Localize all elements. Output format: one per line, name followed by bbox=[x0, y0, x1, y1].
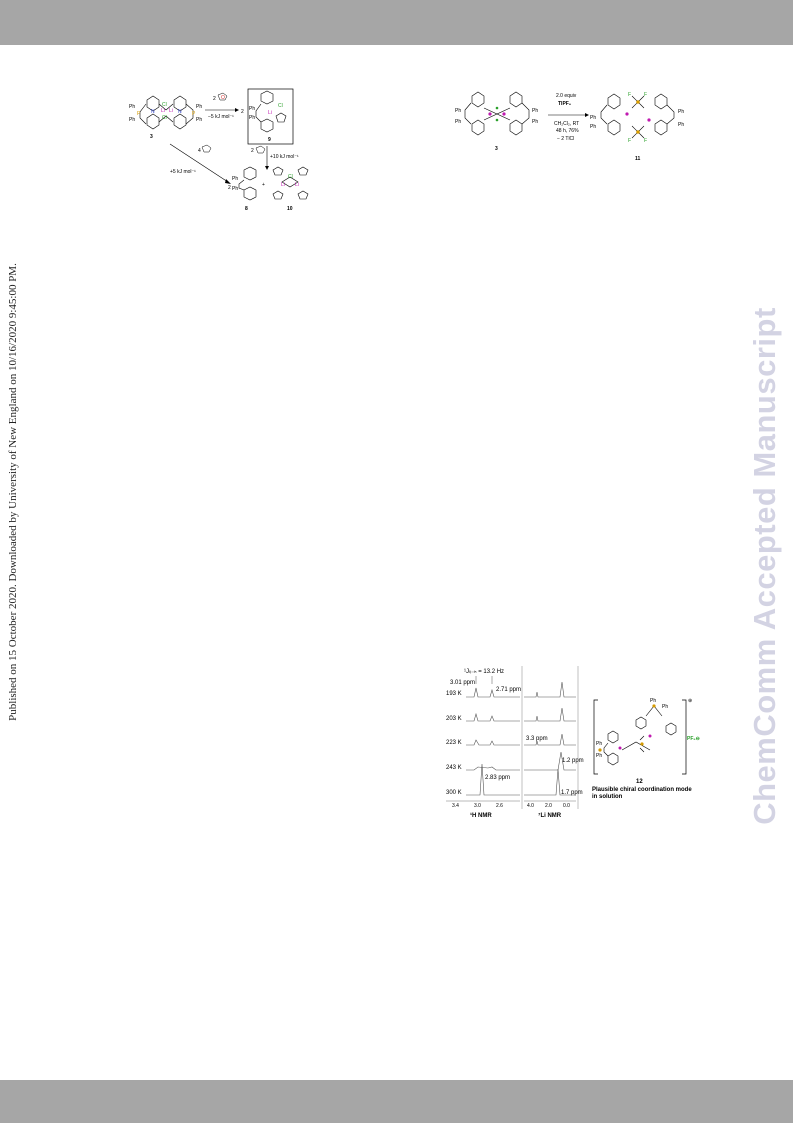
energy-label: +5 kJ mol⁻¹ bbox=[170, 169, 196, 175]
chlorine-label: Cl bbox=[278, 103, 283, 109]
watermark-text: ChemComm Accepted Manuscript bbox=[747, 307, 782, 825]
h-nmr-trace bbox=[466, 740, 520, 745]
coefficient: 2 bbox=[241, 109, 244, 115]
ph-label: Ph bbox=[129, 104, 136, 110]
compound-3-label: 3 bbox=[150, 134, 153, 140]
temperature-label: 223 K bbox=[446, 740, 462, 746]
top-header-band bbox=[0, 0, 793, 45]
chemical-shift-label: 3.01 ppm bbox=[450, 680, 476, 686]
publication-stamp-text: Published on 15 October 2020. Downloaded by University of New England on 10/16/2020 9:45:00 PM. bbox=[7, 263, 19, 721]
chemical-shift-label: 2.71 ppm bbox=[496, 687, 522, 693]
condition-reagent: TlPF₆ bbox=[558, 101, 572, 107]
phosphorus-label: P bbox=[137, 111, 141, 117]
condition-text: CH₂Cl₂, RT bbox=[554, 121, 580, 127]
compound-9-label: 9 bbox=[268, 137, 271, 143]
arrow-reagent-count: 2 bbox=[213, 96, 216, 102]
oxygen-label: O bbox=[221, 95, 225, 101]
lithium-label: Li bbox=[169, 108, 173, 114]
nmr-figure-svg bbox=[440, 664, 710, 822]
axis-tick: 2.0 bbox=[545, 803, 552, 809]
scheme-left bbox=[110, 86, 320, 218]
axis-tick: 3.0 bbox=[474, 803, 481, 809]
axis-label: ⁷Li NMR bbox=[538, 813, 562, 819]
temperature-label: 193 K bbox=[446, 691, 462, 697]
ph-label: Ph bbox=[249, 106, 256, 112]
phosphorus-label: P bbox=[192, 111, 196, 117]
lithium-label: Li bbox=[268, 110, 272, 116]
ph-label: Ph bbox=[249, 115, 256, 121]
ph-label: Ph bbox=[650, 698, 657, 704]
chlorine-label: Cl bbox=[162, 102, 167, 108]
ph-label: Ph bbox=[596, 753, 603, 759]
condition-text: 48 h, 76% bbox=[556, 128, 579, 134]
ph-label: Ph bbox=[196, 117, 203, 123]
ph-label: Ph bbox=[678, 109, 685, 115]
chemical-shift-label: 1.2 ppm bbox=[562, 758, 584, 764]
arrow-reagent-count: 2 bbox=[251, 148, 254, 154]
chlorine-label: Cl bbox=[162, 115, 167, 121]
ph-label: Ph bbox=[662, 704, 669, 710]
ph-label: Ph bbox=[232, 176, 239, 182]
plus-sign: + bbox=[262, 182, 265, 188]
arrow-reagent-count: 4 bbox=[198, 148, 201, 154]
energy-label: +10 kJ mol⁻¹ bbox=[270, 154, 299, 160]
axis-tick: 4.0 bbox=[527, 803, 534, 809]
scheme-right-svg bbox=[452, 86, 702, 170]
nitrogen-label: N bbox=[178, 109, 182, 115]
lithium-label: Li bbox=[295, 182, 299, 188]
chemical-shift-label: 1.7 ppm bbox=[561, 790, 583, 796]
coupling-constant: ¹Jₗᵢ₋ₕ = 13.2 Hz bbox=[464, 669, 505, 675]
energy-label: −5 kJ mol⁻¹ bbox=[208, 114, 234, 120]
chemical-shift-label: 3.3 ppm bbox=[526, 736, 548, 742]
chlorine-label: Cl bbox=[288, 174, 293, 180]
ph-label: Ph bbox=[532, 119, 539, 125]
h-nmr-trace bbox=[466, 714, 520, 721]
axis-tick: 3.4 bbox=[452, 803, 459, 809]
figure-caption: Plausible chiral coordination mode bbox=[592, 787, 692, 793]
axis-label: ¹H NMR bbox=[470, 813, 492, 819]
lithium-label: Li bbox=[281, 182, 285, 188]
li-nmr-trace bbox=[524, 708, 576, 721]
li-nmr-trace bbox=[524, 682, 576, 697]
compound-11-label: 11 bbox=[635, 156, 641, 162]
ph-label: Ph bbox=[232, 186, 239, 192]
charge-label: ⊕ bbox=[688, 698, 693, 704]
anion-label: PF₆⊖ bbox=[687, 736, 700, 742]
fluorine-label: F bbox=[644, 92, 648, 98]
axis-tick: 2.6 bbox=[496, 803, 503, 809]
ph-label: Ph bbox=[590, 124, 597, 130]
fluorine-label: F bbox=[644, 138, 648, 144]
compound-8-label: 8 bbox=[245, 206, 248, 212]
condition-text: − 2 TlCl bbox=[557, 136, 575, 142]
fluorine-label: F bbox=[628, 138, 632, 144]
fluorine-label: F bbox=[628, 92, 632, 98]
ph-label: Ph bbox=[596, 741, 603, 747]
temperature-label: 300 K bbox=[446, 790, 462, 796]
ph-label: Ph bbox=[455, 119, 462, 125]
nitrogen-label: N bbox=[151, 109, 155, 115]
scheme-left-svg bbox=[110, 86, 320, 218]
ph-label: Ph bbox=[532, 108, 539, 114]
ph-label: Ph bbox=[129, 117, 136, 123]
lithium-label: Li bbox=[161, 108, 165, 114]
compound-3-label: 3 bbox=[495, 146, 498, 152]
condition-text: 2.0 equiv bbox=[556, 93, 577, 99]
ph-label: Ph bbox=[196, 104, 203, 110]
h-nmr-trace bbox=[466, 767, 520, 770]
compound-10-label: 10 bbox=[287, 206, 293, 212]
figure-caption: in solution bbox=[592, 794, 623, 800]
axis-tick: 0.0 bbox=[563, 803, 570, 809]
scheme-right bbox=[452, 86, 702, 170]
ph-label: Ph bbox=[678, 122, 685, 128]
ph-label: Ph bbox=[455, 108, 462, 114]
temperature-label: 243 K bbox=[446, 765, 462, 771]
chemical-shift-label: 2.83 ppm bbox=[485, 775, 511, 781]
ph-label: Ph bbox=[590, 115, 597, 121]
compound-12-label: 12 bbox=[636, 779, 643, 785]
bottom-footer-band bbox=[0, 1080, 793, 1123]
nmr-figure bbox=[440, 664, 710, 822]
coefficient: 2 bbox=[228, 185, 231, 191]
temperature-label: 203 K bbox=[446, 716, 462, 722]
